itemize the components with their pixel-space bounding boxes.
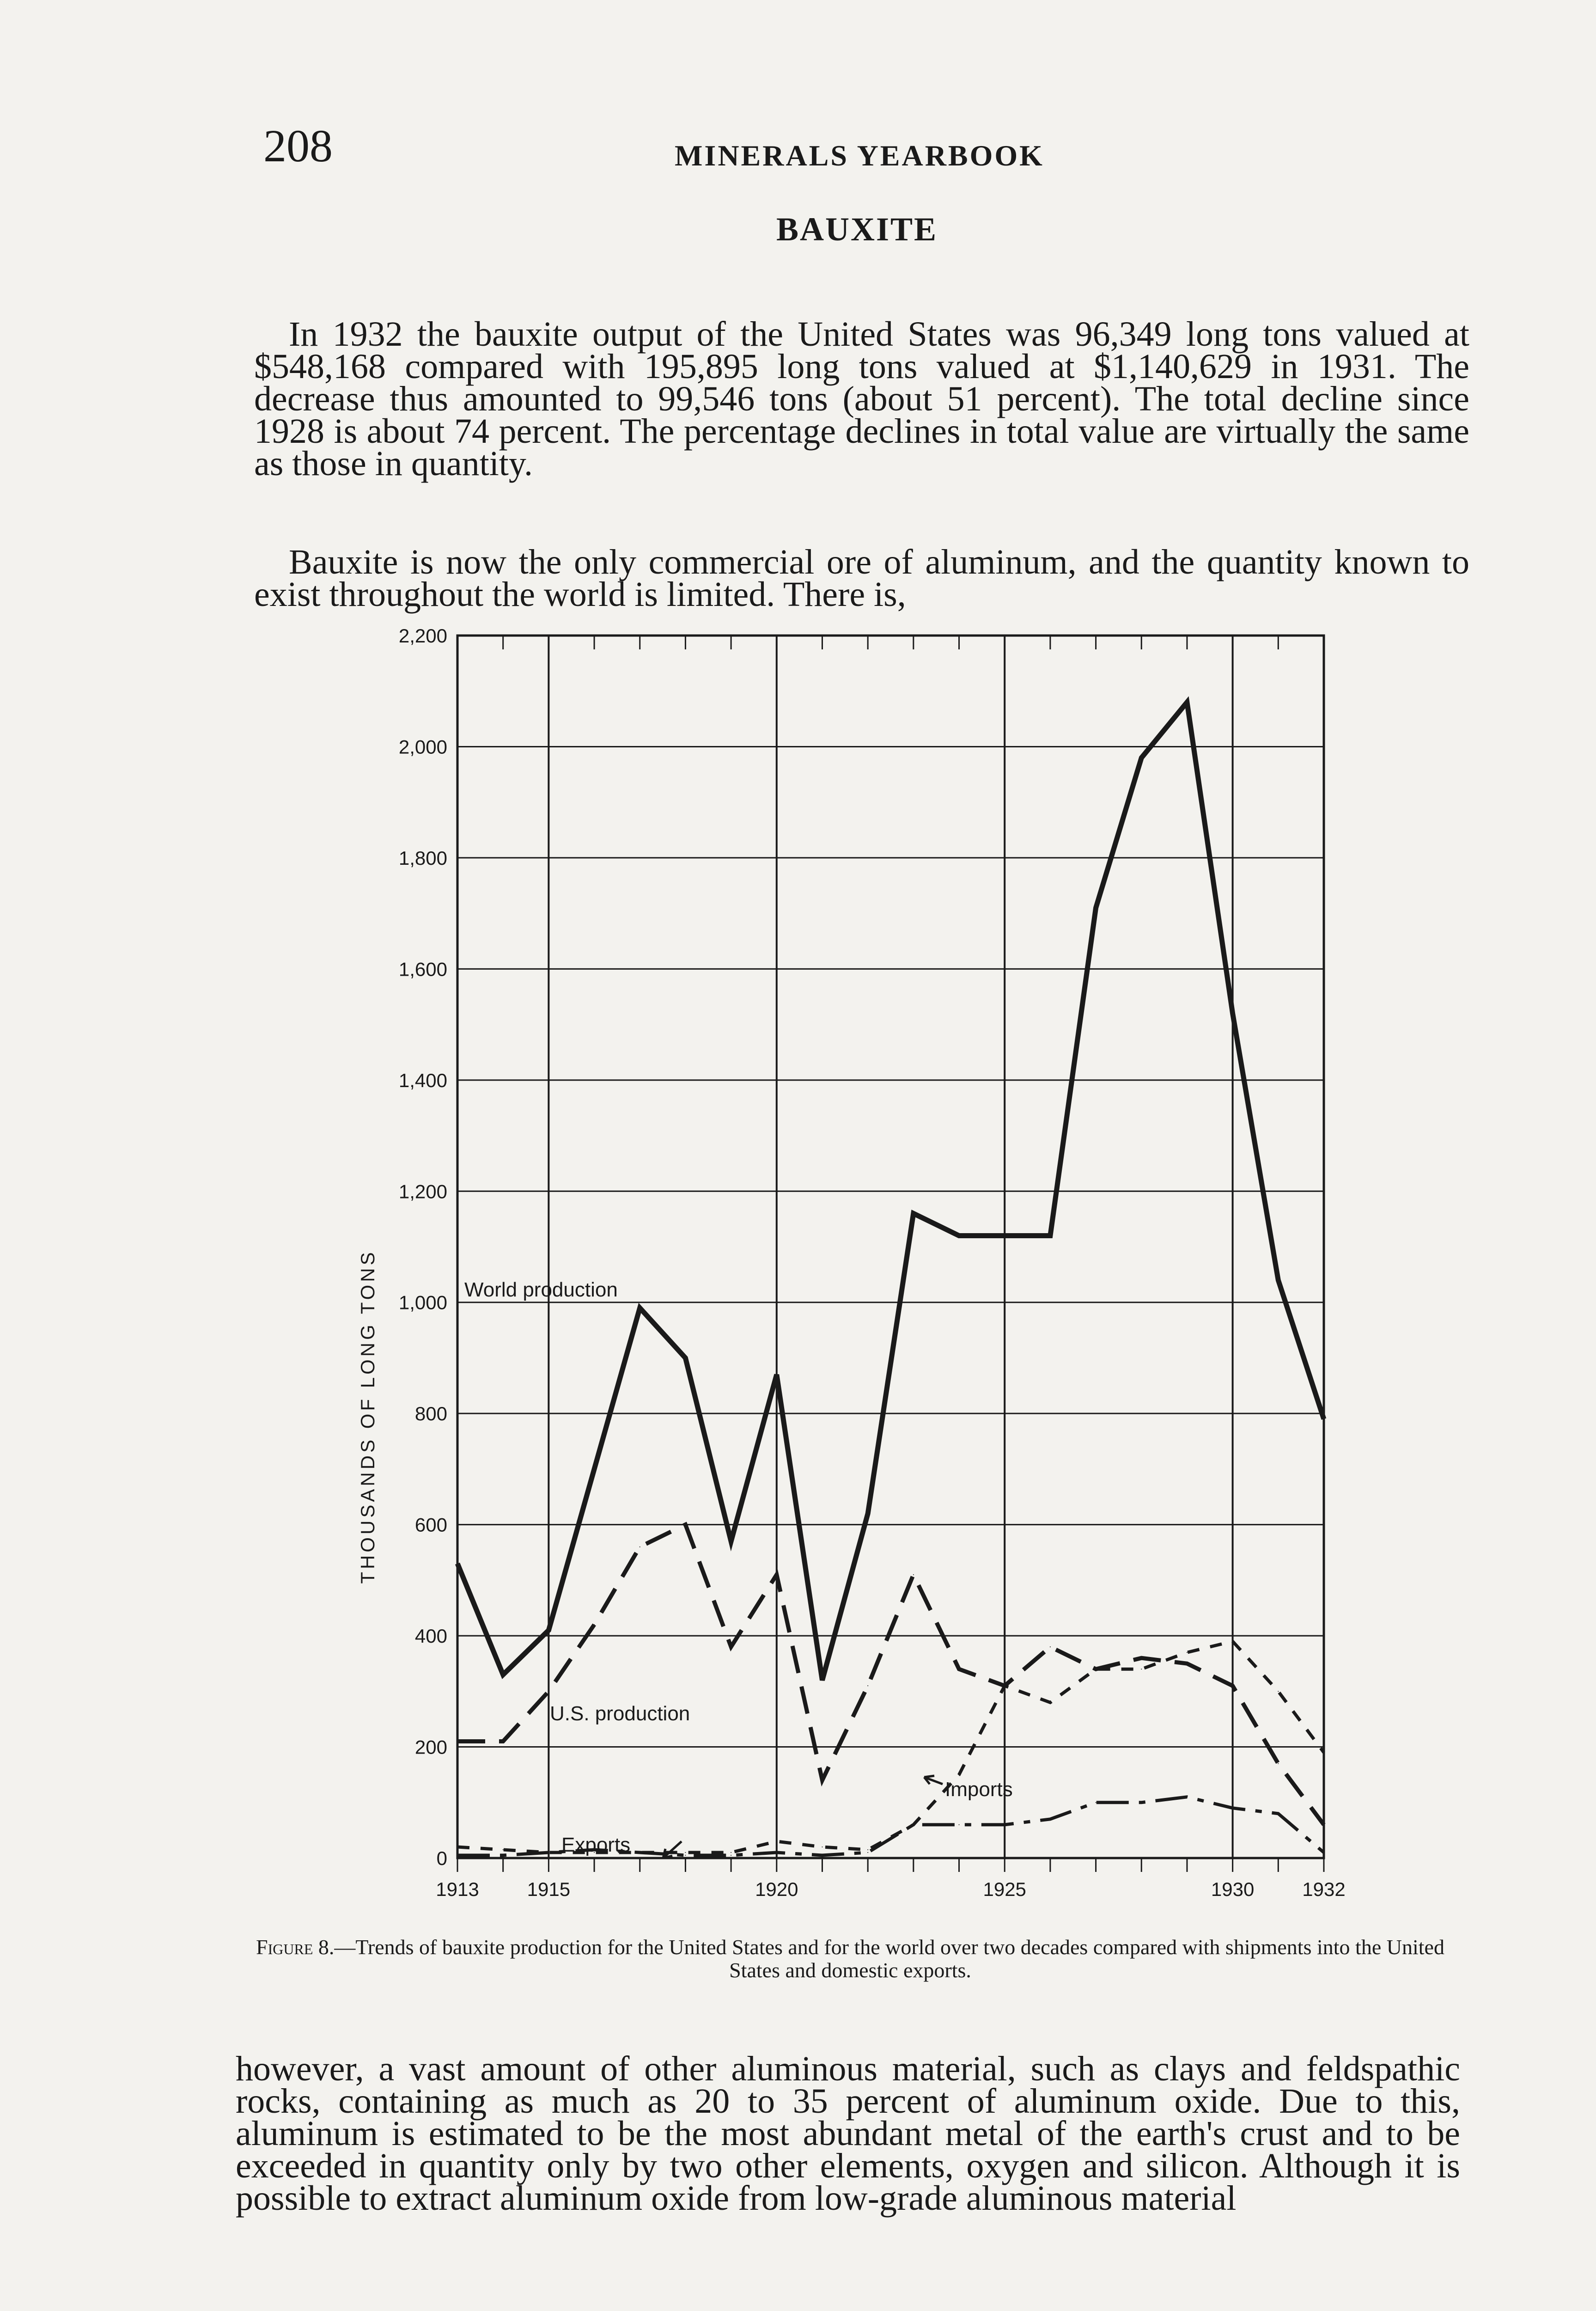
data-point (503, 1849, 504, 1850)
data-point (685, 1852, 686, 1853)
data-point (1323, 1752, 1324, 1753)
y-tick-label: 800 (414, 1403, 447, 1425)
y-tick-label: 1,400 (398, 1069, 447, 1091)
y-tick-label: 2,000 (398, 736, 447, 758)
data-point (1323, 1824, 1324, 1825)
data-point (1187, 702, 1188, 703)
data-point (1050, 1702, 1051, 1703)
figure-caption-text: —Trends of bauxite production for the United States and for the world over two decades compared with shipments into the United States and domestic exports. (334, 1935, 1444, 1982)
paragraph-3: however, a vast amount of other aluminous material, such as clays and feldspathic rocks, containing as much as 20 to 35 percent of aluminum oxide. Due to this, aluminum is estimated to be the most abundant metal of the earth's crust and to be exceeded in quantity only by two other elements, oxygen and silicon. Although it is possible to extract aluminum oxide from low-grade aluminous material (236, 2049, 1460, 2218)
data-point (1187, 1652, 1188, 1653)
y-tick-label: 1,600 (398, 958, 447, 980)
y-tick-label: 0 (436, 1847, 447, 1869)
data-point (1004, 1235, 1005, 1236)
paragraph-2: Bauxite is now the only commercial ore of aluminum, and the quantity known to exist throughout the world is limited. There is, (254, 543, 1469, 614)
y-tick-label: 1,200 (398, 1180, 447, 1203)
running-head: MINERALS YEARBOOK (675, 139, 1044, 172)
data-point (503, 1855, 504, 1856)
x-tick-label: 1915 (527, 1878, 571, 1900)
data-point (594, 1468, 595, 1469)
data-point (867, 1513, 868, 1514)
us-production-label: U.S. production (550, 1702, 690, 1725)
data-point (913, 1824, 914, 1825)
y-tick-label: 200 (414, 1736, 447, 1758)
figure-label: Figure 8. (256, 1935, 335, 1959)
plot-frame (457, 636, 1324, 1858)
paragraph-1: In 1932 the bauxite output of the United States was 96,349 long tons valued at $548,168 compared with 195,895 long tons valued at $1,140,629 in 1931. The decrease thus amounted to 99,546 tons (about 51 percent). The total decline since 1928 is about 74 percent. The percentage declines in total value are virtually the same as those in quantity. (254, 315, 1469, 483)
data-point (1141, 1657, 1142, 1658)
data-point (1050, 1819, 1051, 1820)
data-point (1278, 1763, 1279, 1764)
data-point (776, 1852, 777, 1853)
figure-caption (236, 1936, 1465, 1982)
chart-grid (457, 636, 1324, 1872)
data-point (1187, 1663, 1188, 1664)
exports-label: Exports (561, 1834, 631, 1856)
data-point (1323, 1852, 1324, 1853)
data-point (776, 1841, 777, 1842)
data-point (959, 1824, 960, 1825)
data-point (1004, 1685, 1005, 1686)
data-point (1232, 1013, 1233, 1014)
section-title: BAUXITE (776, 211, 938, 248)
data-point (913, 1574, 914, 1575)
y-axis-label: THOUSANDS OF LONG TONS (357, 1249, 378, 1584)
y-tick-label: 400 (414, 1625, 447, 1647)
data-point (1232, 1641, 1233, 1642)
x-tick-label: 1930 (1211, 1878, 1255, 1900)
data-point (1232, 1685, 1233, 1686)
data-point (867, 1685, 868, 1686)
series-line-u-s-production (457, 1525, 1324, 1825)
data-point (1050, 1646, 1051, 1647)
data-point (457, 1846, 458, 1847)
data-point (685, 1357, 686, 1358)
data-point (867, 1852, 868, 1853)
data-point (457, 1563, 458, 1564)
x-tick-label: 1913 (436, 1878, 479, 1900)
page-number: 208 (263, 120, 333, 171)
y-tick-label: 600 (414, 1514, 447, 1536)
data-point (913, 1213, 914, 1214)
data-point (776, 1374, 777, 1375)
data-point (503, 1674, 504, 1675)
data-point (1278, 1813, 1279, 1814)
data-point (548, 1852, 549, 1853)
data-point (867, 1849, 868, 1850)
data-point (959, 1774, 960, 1775)
x-tick-label: 1932 (1302, 1878, 1346, 1900)
data-point (503, 1741, 504, 1742)
y-tick-label: 1,000 (398, 1291, 447, 1314)
data-point (1004, 1824, 1005, 1825)
data-point (548, 1691, 549, 1692)
data-point (457, 1855, 458, 1856)
data-point (685, 1855, 686, 1856)
data-point (776, 1574, 777, 1575)
data-point (1141, 1802, 1142, 1803)
imports-label: Imports (945, 1778, 1013, 1801)
data-point (457, 1741, 458, 1742)
bauxite-trends-chart (323, 610, 1386, 1918)
data-point (1278, 1280, 1279, 1281)
imports-arrow (924, 1776, 943, 1784)
data-point (959, 1235, 960, 1236)
data-point (1232, 1808, 1233, 1809)
data-point (548, 1630, 549, 1631)
x-tick-label: 1925 (983, 1878, 1026, 1900)
world-production-label: World production (464, 1278, 618, 1301)
y-tick-label: 1,800 (398, 847, 447, 869)
data-point (1323, 1418, 1324, 1419)
x-tick-label: 1920 (755, 1878, 798, 1900)
data-point (685, 1524, 686, 1525)
data-point (1278, 1691, 1279, 1692)
data-point (1050, 1235, 1051, 1236)
y-tick-label: 2,200 (398, 625, 447, 647)
data-point (594, 1624, 595, 1625)
